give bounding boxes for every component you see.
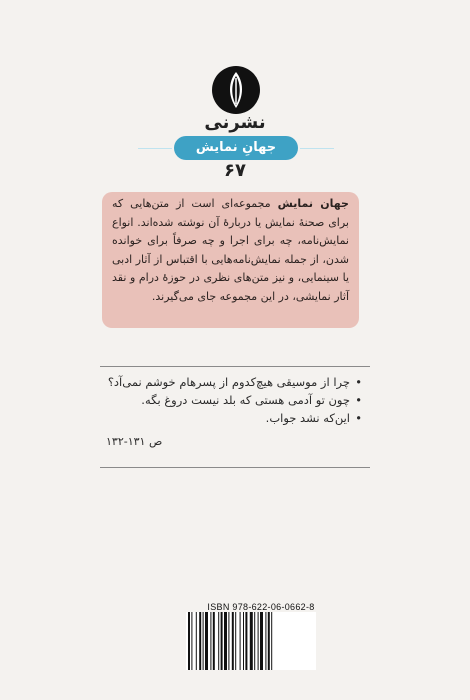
quote-bullet: • [355,393,362,407]
quote-bullet: • [355,375,362,389]
series-rule-left [138,148,172,149]
series-description-text: مجموعه‌ای است از متن‌هایی که برای صحنهٔ نمایش یا دربارهٔ آن نوشته شده‌اند. انواع نمایش‌نامه، چه برای اجرا و چه صرفاً برای خوانده شدن، از جمله نمایش‌نامه‌هایی با اقتباس از آثار ادبی یا سینمایی، و نیز متن‌های نظری در حوزهٔ درام و نقد آثار نمایشی، در این مجموعه جای می‌گیرند. [112,197,349,303]
quote-line: • چرا از موسیقی هیچ‌کدوم از پسرهام خوشم نمی‌آد؟ [107,375,362,389]
isbn-barcode [186,612,316,670]
series-description-box [102,192,359,328]
leaf-seed-icon [210,64,262,116]
series-description-lead: جهان نمایش [277,197,349,210]
series-number: ۶۷ [224,160,246,181]
quote-excerpt [100,366,370,468]
series-name: جهانِ نمایش [195,140,277,155]
quote-list [100,373,370,427]
quote-line: • این‌که نشد جواب. [265,411,362,425]
series-badge [174,136,298,160]
quote-page-reference: ص ۱۳۱-۱۳۲ [106,435,163,448]
quote-bullet: • [355,411,362,425]
isbn-label: ISBN 978-622-06-0662-8 [207,602,315,612]
quote-line: • چون تو آدمی هستی که بلد نیست دروغ بگه. [141,393,362,407]
publisher-name: نشرنی [204,112,266,133]
series-rule-right [300,148,334,149]
